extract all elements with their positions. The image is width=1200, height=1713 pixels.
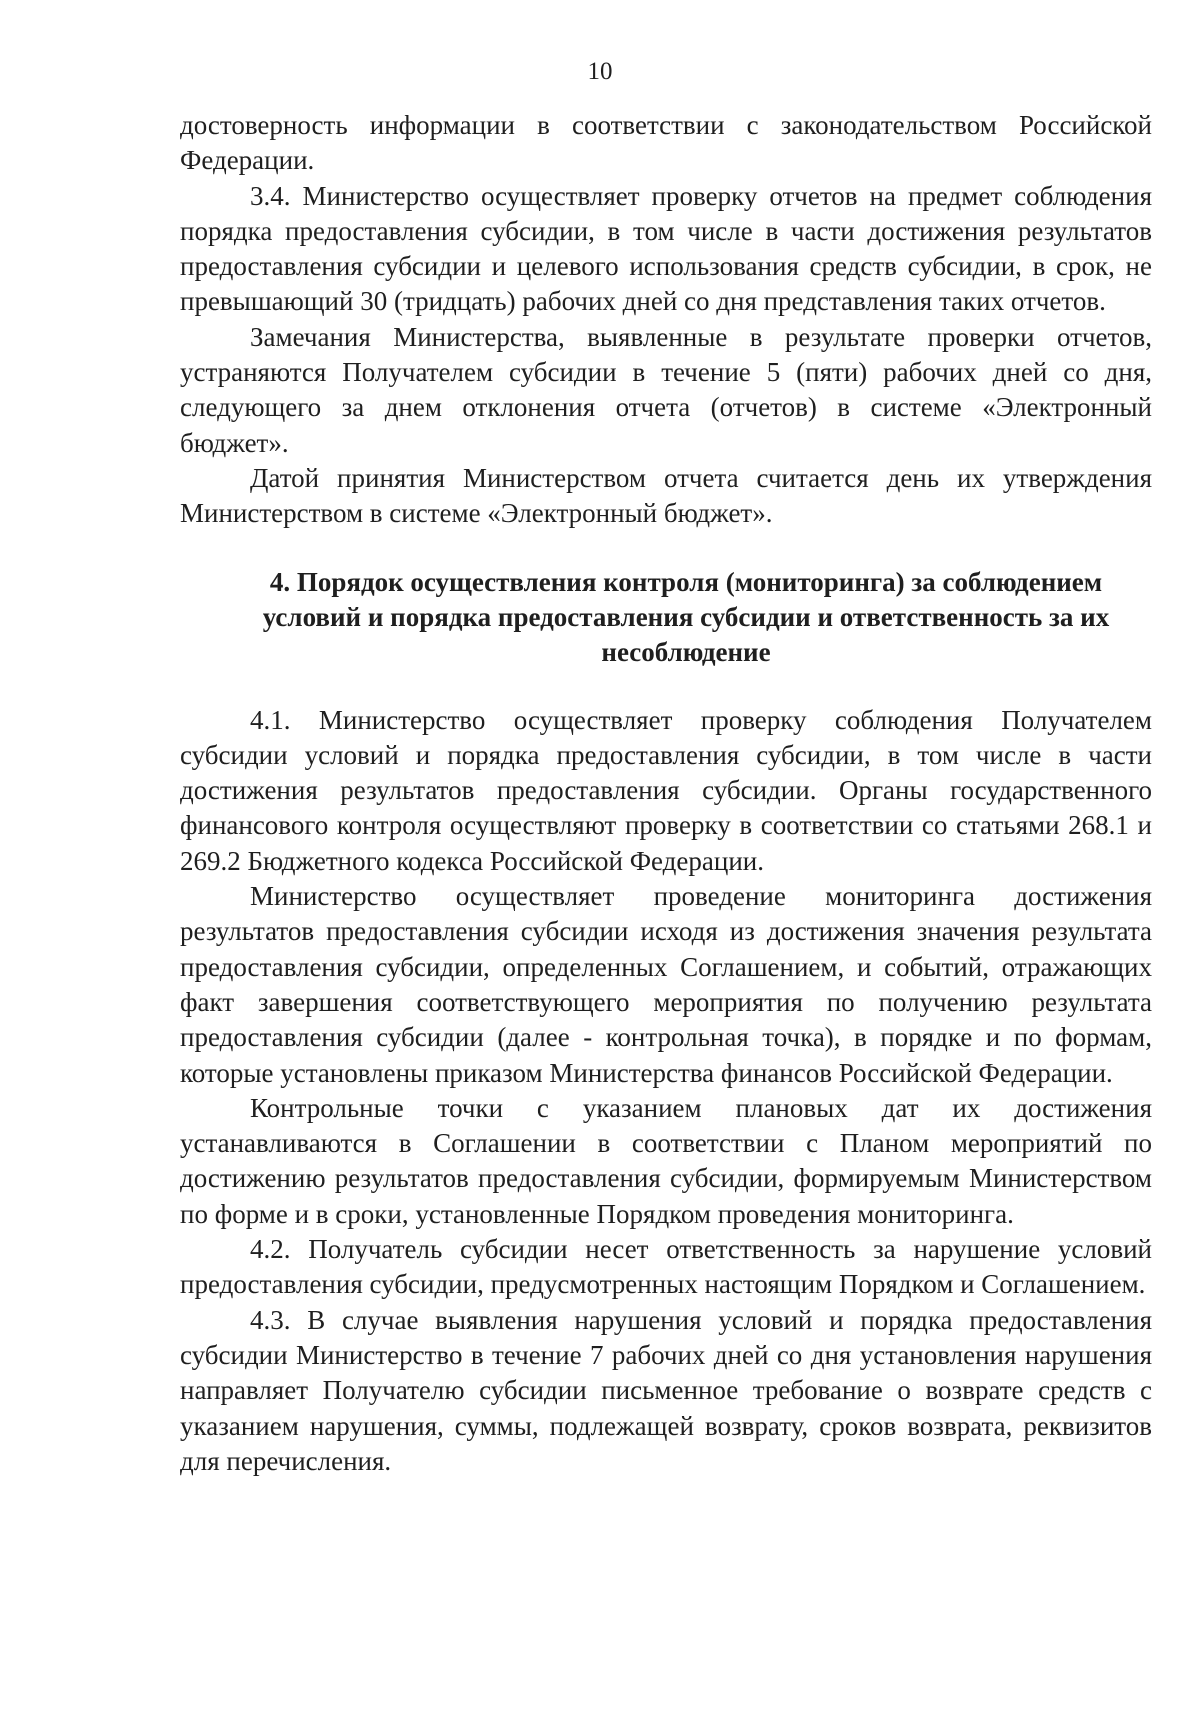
paragraph-monitoring: Министерство осуществляет проведение мониторинга достижения результатов предоставления субсидии исходя из достижения значения результата предоставления субсидии, определенных Соглашением, и событий, отражающих факт завершения соответствующего мероприятия по получению результата предоставления субсидии (далее - контрольная точка), в порядке и по формам, которые установлены приказом Министерства финансов Российской Федерации. — [180, 881, 1152, 1088]
paragraph-4-2: 4.2. Получатель субсидии несет ответственность за нарушение условий предоставления субсидии, предусмотренных настоящим Порядком и Соглашением. — [180, 1234, 1152, 1300]
paragraph-4-1: 4.1. Министерство осуществляет проверку соблюдения Получателем субсидии условий и порядка предоставления субсидии, в том числе в части достижения результатов предоставления субсидии. Органы государственного финансового контроля осуществляют проверку в соответствии со статьями 268.1 и 269.2 Бюджетного кодекса Российской Федерации. — [180, 704, 1152, 876]
page-number: 10 — [587, 58, 613, 85]
paragraph-control-points: Контрольные точки с указанием плановых дат их достижения устанавливаются в Соглашении в соответствии с Планом мероприятий по достижению результатов предоставления субсидии, формируемым Министерством по форме и в сроки, установленные Порядком проведения мониторинга. — [180, 1092, 1152, 1229]
paragraph-remarks: Замечания Министерства, выявленные в результате проверки отчетов, устраняются Получателем субсидии в течение 5 (пяти) рабочих дней со дня, следующего за днем отклонения отчета (отчетов) в системе «Электронный бюджет». — [180, 321, 1152, 458]
document-body — [180, 108, 1152, 1479]
paragraph-4-3: 4.3. В случае выявления нарушения условий и порядка предоставления субсидии Министерство в течение 7 рабочих дней со дня установления нарушения направляет Получателю субсидии письменное требование о возврате средств с указанием нарушения, суммы, подлежащей возврату, сроков возврата, реквизитов для перечисления. — [180, 1304, 1152, 1476]
section-heading-4: 4. Порядок осуществления контроля (мониторинга) за соблюдением условий и порядка предоставления субсидии и ответственность за их несоблюдение — [262, 566, 1110, 667]
paragraph-acceptance-date: Датой принятия Министерством отчета считается день их утверждения Министерством в системе «Электронный бюджет». — [180, 462, 1152, 529]
paragraph-continuation: достоверность информации в соответствии с законодательством Российской Федерации. — [180, 110, 1152, 176]
paragraph-3-4: 3.4. Министерство осуществляет проверку отчетов на предмет соблюдения порядка предоставления субсидии, в том числе в части достижения результатов предоставления субсидии и целевого использования средств субсидии, в срок, не превышающий 30 (тридцать) рабочих дней со дня представления таких отчетов. — [180, 180, 1152, 317]
